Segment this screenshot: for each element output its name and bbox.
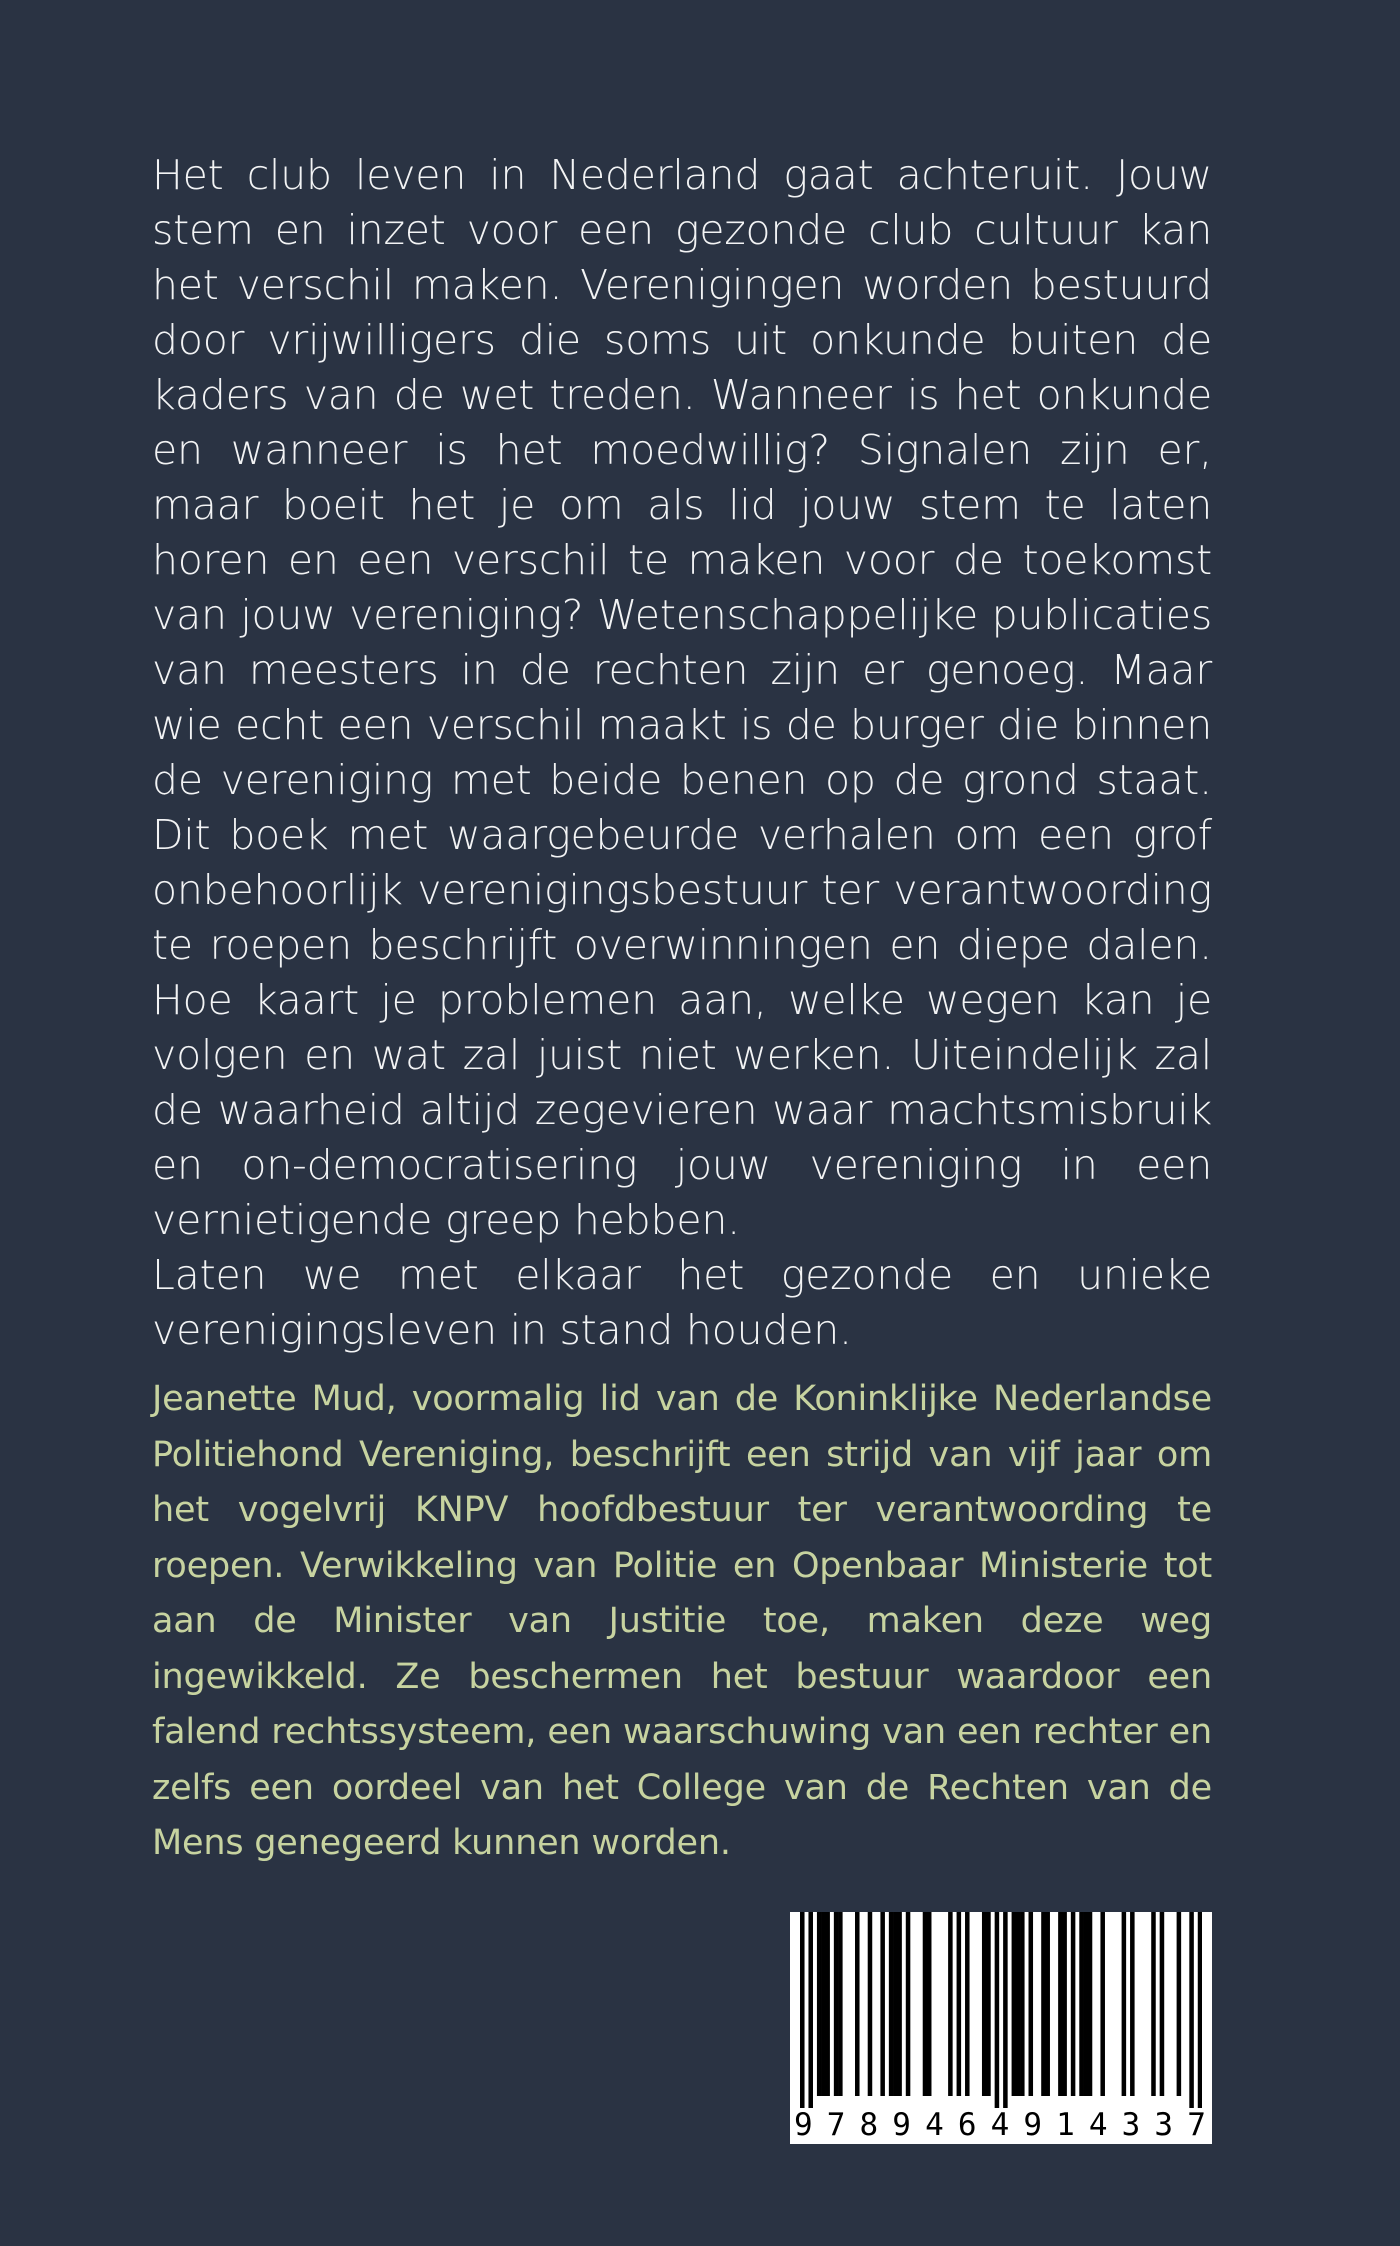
isbn-digit: 4 — [990, 2107, 1010, 2143]
barcode-bar — [1003, 1912, 1008, 2108]
barcode-bar — [889, 1912, 894, 2096]
isbn-digit: 6 — [957, 2107, 977, 2143]
barcode-bar — [1029, 1912, 1034, 2096]
barcode-bar — [897, 1912, 902, 2096]
barcode-bar — [1189, 1912, 1194, 2108]
barcode-bar — [1079, 1912, 1084, 2096]
barcode-bar — [825, 1912, 830, 2096]
barcode-bar — [1088, 1912, 1093, 2096]
barcode-bar — [1062, 1912, 1067, 2096]
barcode-bar — [1058, 1912, 1063, 2096]
isbn-digit: 4 — [1088, 2107, 1108, 2143]
barcode-bar — [1177, 1912, 1182, 2096]
book-description — [152, 148, 1212, 1358]
barcode-bar — [995, 1912, 1000, 2108]
isbn-digit: 9 — [892, 2107, 911, 2143]
author-bio — [152, 1372, 1212, 1872]
barcode-bar — [1020, 1912, 1025, 2096]
description-paragraph-1: Het club leven in Nederland gaat achteruit. Jouw stem en inzet voor een gezonde club cultuur kan het verschil maken. Verenigingen worden bestuurd door vrijwilligers die soms uit onkunde buiten de kaders van de wet treden. Wanneer is het onkunde en wanneer is het moedwillig? Signalen zijn er, maar boeit het je om als lid jouw stem te laten horen en een verschil te maken voor de toekomst van jouw vereniging? Wetenschappelijke publicaties van meesters in de rechten zijn er genoeg. Maar wie echt een verschil maakt is de burger die binnen de vereniging met beide benen op de grond staat. Dit boek met waargebeurde verhalen om een grof onbehoorlijk verenigingsbestuur ter verantwoording te roepen beschrijft overwinningen en diepe dalen. Hoe kaart je problemen aan, welke wegen kan je volgen en wat zal juist niet werken. Uiteindelijk zal de waarheid altijd zegevieren waar machtsmisbruik en on-democratisering jouw vereniging in een vernietigende greep hebben. — [152, 151, 1212, 1244]
isbn-digit: 8 — [859, 2107, 879, 2143]
barcode-bar — [838, 1912, 843, 2096]
isbn-digit: 7 — [1187, 2107, 1206, 2143]
isbn-digit: 1 — [1056, 2107, 1075, 2143]
barcode-bar — [982, 1912, 987, 2096]
isbn-digit: 9 — [794, 2107, 813, 2143]
barcode-bar — [927, 1912, 932, 2096]
barcode-bar — [1084, 1912, 1089, 2096]
isbn-digit: 3 — [1154, 2107, 1174, 2143]
barcode-bar — [906, 1912, 911, 2096]
barcode-bar — [923, 1912, 928, 2096]
barcode-bar — [821, 1912, 826, 2096]
barcode-bar — [1012, 1912, 1017, 2096]
barcode-bar — [965, 1912, 970, 2096]
barcode-bar — [948, 1912, 953, 2096]
barcode-bar — [1045, 1912, 1050, 2096]
barcode-bar — [1100, 1912, 1105, 2096]
barcode-bars — [800, 1912, 1202, 2108]
barcode-bar — [1160, 1912, 1165, 2096]
isbn-digit: 9 — [1023, 2107, 1043, 2143]
barcode-bar — [1071, 1912, 1076, 2096]
barcode-bar — [834, 1912, 839, 2096]
isbn-number — [790, 2108, 1212, 2142]
isbn-barcode — [790, 1912, 1212, 2144]
barcode-bar — [893, 1912, 898, 2096]
isbn-digit: 3 — [1121, 2107, 1141, 2143]
barcode-bar — [1122, 1912, 1127, 2096]
barcode-bar — [1041, 1912, 1046, 2096]
barcode-bar — [800, 1912, 805, 2108]
barcode-bar — [957, 1912, 962, 2096]
barcode-bar — [1130, 1912, 1135, 2096]
barcode-bar — [1151, 1912, 1156, 2096]
barcode-bar — [808, 1912, 813, 2108]
barcode-bar — [1016, 1912, 1021, 2096]
description-paragraph-2: Laten we met elkaar het gezonde en unieke verenigingsleven in stand houden. — [152, 1251, 1212, 1354]
author-bio-text: Jeanette Mud, voormalig lid van de Koninklijke Nederlandse Politiehond Vereniging, beschrijft een strijd van vijf jaar om het vogelvrij KNPV hoofdbestuur ter verantwoording te roepen. Verwikkeling van Politie en Openbaar Ministerie tot aan de Minister van Justitie toe, maken deze weg ingewikkeld. Ze beschermen het bestuur waardoor een falend rechtssysteem, een waarschuwing van een rechter en zelfs een oordeel van het College van de Rechten van de Mens genegeerd kunnen worden. — [152, 1379, 1212, 1863]
barcode-bar — [868, 1912, 873, 2096]
barcode-bar — [880, 1912, 885, 2096]
barcode-bar — [1198, 1912, 1202, 2108]
barcode-bar — [986, 1912, 991, 2096]
barcode-bar — [817, 1912, 822, 2096]
isbn-digit: 4 — [925, 2107, 944, 2143]
barcode-bar — [855, 1912, 860, 2096]
isbn-digit: 7 — [826, 2107, 846, 2143]
